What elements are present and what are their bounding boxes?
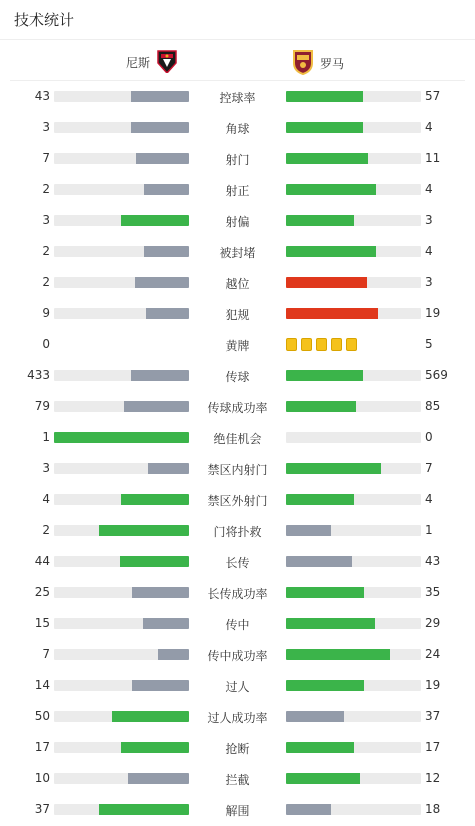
home-stat-bar (54, 649, 189, 660)
home-stat-bar (54, 122, 189, 133)
away-stat-bar-fill (286, 277, 367, 288)
stat-label: 长传 (225, 556, 250, 570)
stat-label: 过人成功率 (207, 711, 268, 725)
home-stat-bar (54, 184, 189, 195)
home-stat-value: 1 (42, 430, 50, 444)
home-stat-bar (54, 153, 189, 164)
stat-label: 控球率 (219, 91, 256, 105)
away-stat-value: 3 (425, 275, 433, 289)
stat-row (0, 298, 475, 329)
stat-label: 角球 (225, 122, 250, 136)
home-stat-bar-fill (131, 370, 189, 381)
home-stat-value: 15 (34, 616, 50, 630)
away-stat-bar-fill (286, 649, 390, 660)
away-stat-bar-fill (286, 401, 356, 412)
home-stat-bar-fill (144, 246, 189, 257)
stat-label: 射正 (225, 184, 250, 198)
stat-row (0, 701, 475, 732)
home-stat-value: 433 (27, 368, 50, 382)
home-team[interactable] (126, 49, 178, 76)
home-stat-value: 25 (34, 585, 50, 599)
home-stat-bar-fill (131, 122, 189, 133)
yellow-cards (286, 338, 357, 351)
home-stat-bar (54, 370, 189, 381)
home-stat-bar (54, 463, 189, 474)
stat-label: 门将扑救 (213, 525, 262, 539)
home-stat-value: 2 (42, 244, 50, 258)
stat-label: 射偏 (225, 215, 250, 229)
stat-row (0, 267, 475, 298)
page-title: 技术统计 (0, 0, 475, 40)
away-stat-value: 5 (425, 337, 433, 351)
stat-row (0, 112, 475, 143)
home-stat-value: 0 (42, 337, 50, 351)
stat-label: 过人 (225, 680, 250, 694)
home-stat-value: 14 (34, 678, 50, 692)
stat-label: 解围 (225, 804, 250, 818)
away-stat-value: 569 (425, 368, 448, 382)
stat-label: 绝佳机会 (213, 432, 262, 446)
away-stat-bar (286, 370, 421, 381)
stats-list (0, 81, 475, 825)
away-stat-bar-fill (286, 184, 376, 195)
home-stat-bar-fill (136, 153, 189, 164)
stat-row (0, 763, 475, 794)
home-stat-bar (54, 215, 189, 226)
home-stat-bar-fill (144, 184, 189, 195)
away-stat-value: 19 (425, 306, 441, 320)
home-stat-bar-fill (121, 494, 189, 505)
home-stat-bar-fill (120, 556, 189, 567)
stat-row (0, 639, 475, 670)
yellow-card-icon (346, 338, 357, 351)
home-stat-bar (54, 432, 189, 443)
stat-label: 传中 (225, 618, 250, 632)
stat-row (0, 81, 475, 112)
away-stat-bar (286, 773, 421, 784)
nice-crest-icon (156, 49, 178, 76)
away-stat-value: 19 (425, 678, 441, 692)
away-stat-bar-fill (286, 246, 376, 257)
away-stat-bar (286, 494, 421, 505)
stat-row (0, 236, 475, 267)
away-stat-bar (286, 277, 421, 288)
home-stat-bar (54, 91, 189, 102)
home-stat-bar (54, 711, 189, 722)
away-stat-value: 4 (425, 182, 433, 196)
home-stat-bar (54, 308, 189, 319)
away-stat-bar (286, 587, 421, 598)
home-stat-value: 17 (34, 740, 50, 754)
home-stat-value: 2 (42, 523, 50, 537)
away-stat-bar-fill (286, 153, 368, 164)
home-team-name: 尼斯 (125, 56, 150, 70)
away-stat-value: 43 (425, 554, 441, 568)
stat-row (0, 453, 475, 484)
away-stat-value: 0 (425, 430, 433, 444)
home-stat-value: 43 (34, 89, 50, 103)
yellow-card-icon (316, 338, 327, 351)
away-stat-bar-fill (286, 587, 364, 598)
stat-label: 拦截 (225, 773, 250, 787)
stat-label: 越位 (225, 277, 250, 291)
away-stat-bar-fill (286, 773, 360, 784)
home-stat-value: 3 (42, 213, 50, 227)
roma-crest-icon (292, 49, 314, 78)
home-stat-bar (54, 680, 189, 691)
yellow-card-icon (301, 338, 312, 351)
away-stat-bar-fill (286, 804, 331, 815)
teams-header (10, 40, 465, 81)
away-stat-value: 4 (425, 244, 433, 258)
away-stat-value: 12 (425, 771, 441, 785)
away-stat-value: 18 (425, 802, 441, 816)
home-stat-bar (54, 525, 189, 536)
stat-row (0, 174, 475, 205)
stat-row (0, 670, 475, 701)
home-stat-bar (54, 556, 189, 567)
away-stat-bar-fill (286, 556, 352, 567)
home-stat-value: 3 (42, 461, 50, 475)
stat-label: 射门 (225, 153, 250, 167)
away-stat-value: 85 (425, 399, 441, 413)
home-stat-bar-fill (124, 401, 189, 412)
away-stat-bar (286, 711, 421, 722)
stat-label: 禁区外射门 (207, 494, 268, 508)
home-stat-bar-fill (99, 804, 189, 815)
home-stat-bar (54, 246, 189, 257)
home-stat-bar (54, 401, 189, 412)
away-stat-value: 24 (425, 647, 441, 661)
home-stat-bar-fill (99, 525, 189, 536)
away-stat-bar-fill (286, 711, 344, 722)
away-stat-bar (286, 122, 421, 133)
home-stat-bar (54, 618, 189, 629)
yellow-card-icon (286, 338, 297, 351)
away-stat-bar-fill (286, 463, 381, 474)
stat-row (0, 422, 475, 453)
away-stat-bar-fill (286, 494, 354, 505)
away-stat-bar (286, 91, 421, 102)
home-stat-bar-fill (54, 432, 189, 443)
away-stat-bar-fill (286, 308, 378, 319)
home-stat-bar (54, 804, 189, 815)
away-stat-bar-fill (286, 122, 363, 133)
home-stat-bar-fill (121, 742, 189, 753)
home-stat-bar-fill (112, 711, 189, 722)
stat-row (0, 484, 475, 515)
home-stat-bar-fill (158, 649, 189, 660)
away-stat-value: 17 (425, 740, 441, 754)
stat-label: 抢断 (225, 742, 250, 756)
away-stat-bar-fill (286, 525, 331, 536)
away-stat-bar (286, 432, 421, 443)
away-stat-bar-fill (286, 618, 375, 629)
away-stat-bar-fill (286, 215, 354, 226)
stat-label: 长传成功率 (207, 587, 268, 601)
stat-row (0, 515, 475, 546)
home-stat-value: 37 (34, 802, 50, 816)
away-stat-value: 1 (425, 523, 433, 537)
home-stat-value: 4 (42, 492, 50, 506)
home-stat-bar (54, 277, 189, 288)
home-stat-value: 3 (42, 120, 50, 134)
home-stat-bar-fill (121, 215, 189, 226)
away-stat-bar-fill (286, 742, 354, 753)
home-stat-bar-fill (132, 680, 189, 691)
away-stat-bar (286, 804, 421, 815)
away-stat-bar (286, 246, 421, 257)
away-stat-bar-fill (286, 370, 363, 381)
home-stat-bar-fill (148, 463, 189, 474)
away-stat-bar (286, 556, 421, 567)
stat-label: 传球成功率 (207, 401, 268, 415)
home-stat-bar (54, 494, 189, 505)
home-stat-bar (54, 587, 189, 598)
away-stat-value: 29 (425, 616, 441, 630)
away-stat-value: 37 (425, 709, 441, 723)
stat-label: 黄牌 (225, 339, 250, 353)
home-stat-value: 2 (42, 275, 50, 289)
away-stat-value: 4 (425, 492, 433, 506)
away-team[interactable] (292, 49, 344, 78)
stat-label: 传球 (225, 370, 250, 384)
home-stat-bar-fill (143, 618, 189, 629)
away-stat-bar (286, 618, 421, 629)
stat-row (0, 608, 475, 639)
away-stat-bar (286, 463, 421, 474)
away-stat-bar (286, 184, 421, 195)
away-stat-bar (286, 308, 421, 319)
away-stat-bar (286, 525, 421, 536)
stat-row (0, 732, 475, 763)
away-stat-bar (286, 215, 421, 226)
yellow-card-icon (331, 338, 342, 351)
away-stat-bar (286, 401, 421, 412)
away-stat-bar (286, 680, 421, 691)
away-stat-bar (286, 153, 421, 164)
home-stat-bar (54, 773, 189, 784)
away-team-name: 罗马 (320, 57, 345, 71)
stat-row (0, 143, 475, 174)
away-stat-value: 4 (425, 120, 433, 134)
home-stat-value: 79 (34, 399, 50, 413)
home-stat-value: 50 (34, 709, 50, 723)
home-stat-value: 44 (34, 554, 50, 568)
home-stat-bar-fill (132, 587, 189, 598)
stat-label: 传中成功率 (207, 649, 268, 663)
stat-row (0, 546, 475, 577)
stat-label: 被封堵 (219, 246, 256, 260)
stat-row (0, 360, 475, 391)
home-stat-value: 2 (42, 182, 50, 196)
away-stat-value: 7 (425, 461, 433, 475)
stat-row (0, 329, 475, 360)
home-stat-value: 7 (42, 647, 50, 661)
away-stat-bar-fill (286, 91, 363, 102)
away-stat-bar (286, 742, 421, 753)
home-stat-bar-fill (135, 277, 189, 288)
away-stat-value: 3 (425, 213, 433, 227)
away-stat-value: 57 (425, 89, 441, 103)
away-stat-value: 35 (425, 585, 441, 599)
away-stat-bar (286, 649, 421, 660)
stat-row (0, 794, 475, 825)
home-stat-bar-fill (128, 773, 189, 784)
stat-label: 犯规 (225, 308, 250, 322)
home-stat-bar-fill (131, 91, 189, 102)
away-stat-bar-fill (286, 680, 364, 691)
stat-row (0, 205, 475, 236)
home-stat-bar (54, 742, 189, 753)
home-stat-bar-fill (146, 308, 189, 319)
stat-label: 禁区内射门 (207, 463, 268, 477)
stat-row (0, 577, 475, 608)
home-stat-value: 9 (42, 306, 50, 320)
away-stat-value: 11 (425, 151, 441, 165)
home-stat-value: 7 (42, 151, 50, 165)
home-stat-value: 10 (34, 771, 50, 785)
stat-row (0, 391, 475, 422)
